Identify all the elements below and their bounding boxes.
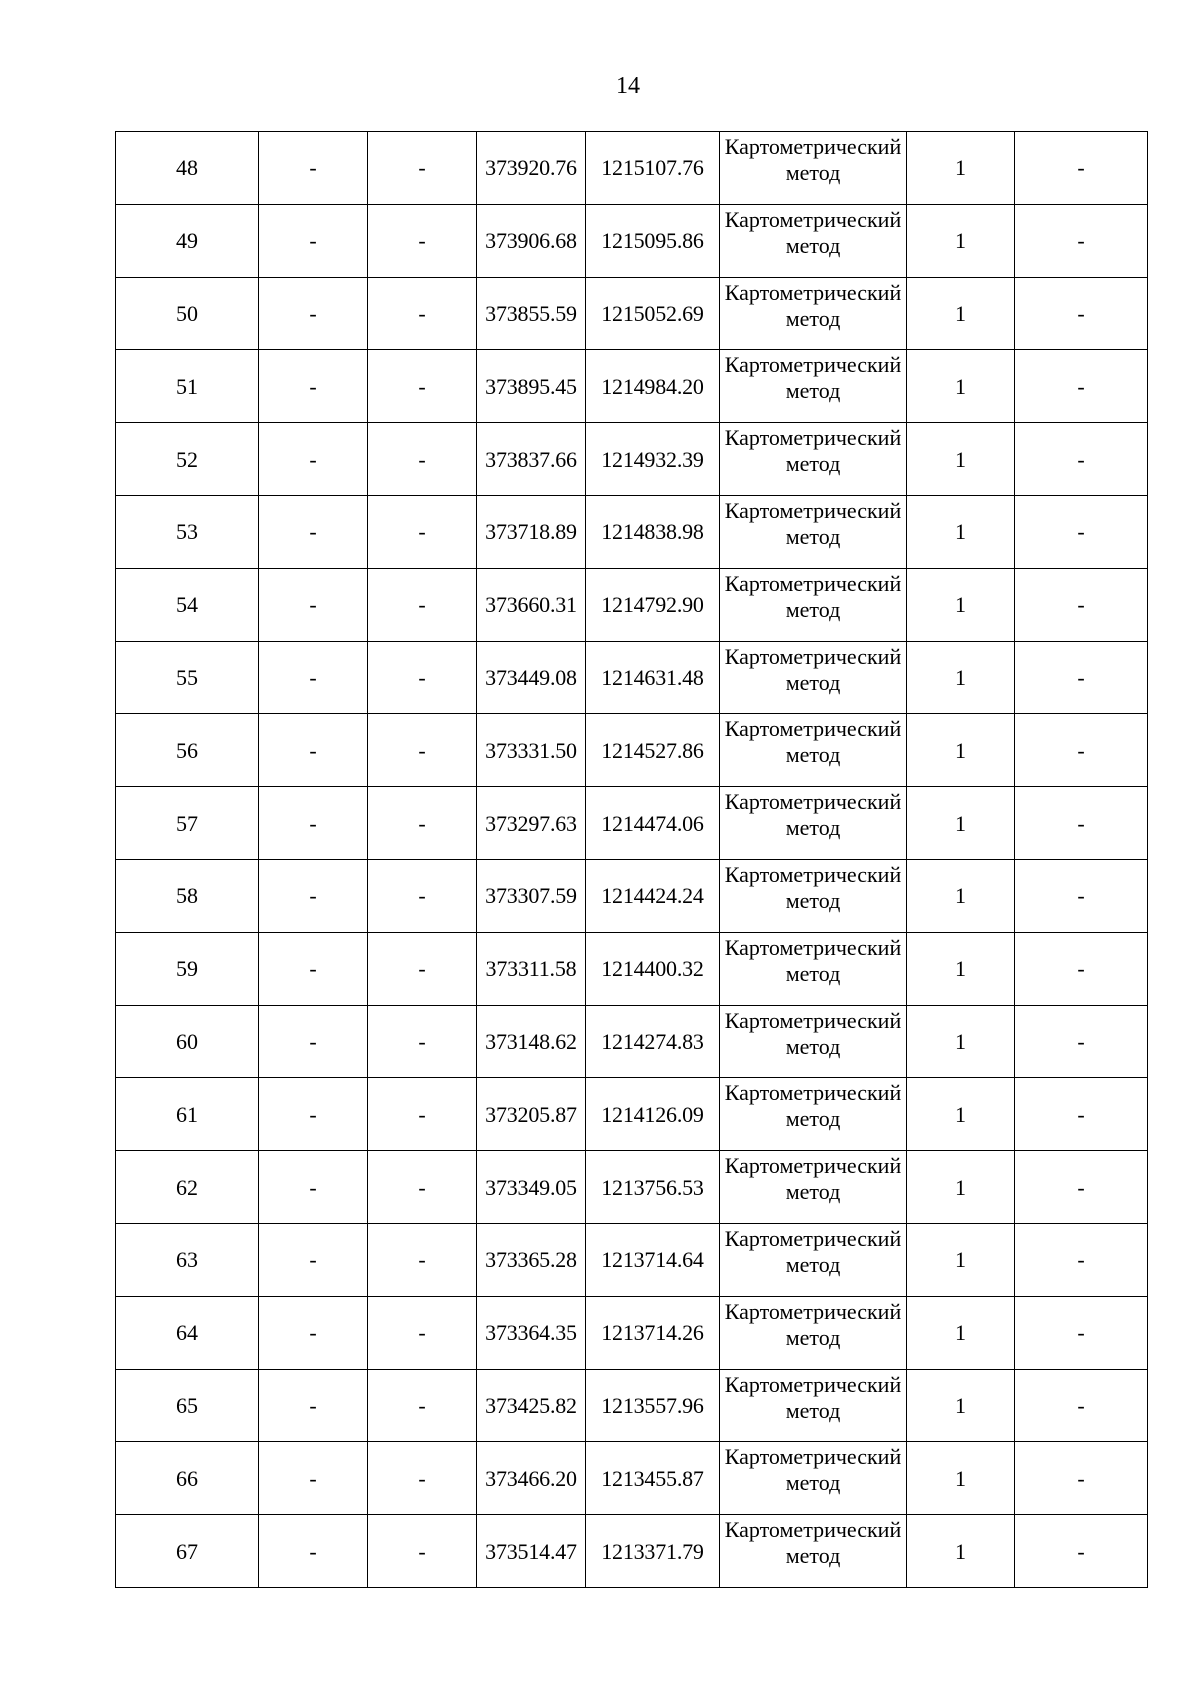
- empty-dash-cell: -: [259, 495, 368, 568]
- empty-dash-cell: -: [368, 495, 477, 568]
- empty-dash-cell: -: [368, 932, 477, 1005]
- description-cell: -: [1015, 204, 1148, 277]
- description-cell: -: [1015, 1442, 1148, 1515]
- method-cell: Картометрический метод: [720, 787, 907, 860]
- empty-dash-cell: -: [368, 204, 477, 277]
- accuracy-cell: 1: [907, 1296, 1015, 1369]
- accuracy-cell: 1: [907, 1005, 1015, 1078]
- accuracy-cell: 1: [907, 1151, 1015, 1224]
- empty-dash-cell: -: [259, 1515, 368, 1588]
- table-body: [116, 132, 1148, 1588]
- table-row: [116, 1151, 1148, 1224]
- description-cell: -: [1015, 1369, 1148, 1442]
- description-cell: -: [1015, 568, 1148, 641]
- point-number-cell: 64: [116, 1296, 259, 1369]
- method-cell: Картометрический метод: [720, 1515, 907, 1588]
- x-coordinate-cell: 373449.08: [477, 641, 586, 714]
- x-coordinate-cell: 373349.05: [477, 1151, 586, 1224]
- method-cell: Картометрический метод: [720, 1223, 907, 1296]
- y-coordinate-cell: 1214527.86: [586, 714, 720, 787]
- description-cell: -: [1015, 932, 1148, 1005]
- empty-dash-cell: -: [368, 1442, 477, 1515]
- point-number-cell: 57: [116, 787, 259, 860]
- accuracy-cell: 1: [907, 495, 1015, 568]
- y-coordinate-cell: 1213455.87: [586, 1442, 720, 1515]
- empty-dash-cell: -: [368, 1223, 477, 1296]
- empty-dash-cell: -: [368, 1078, 477, 1151]
- description-cell: -: [1015, 423, 1148, 496]
- accuracy-cell: 1: [907, 932, 1015, 1005]
- x-coordinate-cell: 373855.59: [477, 277, 586, 350]
- empty-dash-cell: -: [259, 204, 368, 277]
- y-coordinate-cell: 1215052.69: [586, 277, 720, 350]
- empty-dash-cell: -: [259, 132, 368, 205]
- point-number-cell: 60: [116, 1005, 259, 1078]
- y-coordinate-cell: 1214984.20: [586, 350, 720, 423]
- empty-dash-cell: -: [259, 1369, 368, 1442]
- accuracy-cell: 1: [907, 1515, 1015, 1588]
- y-coordinate-cell: 1214838.98: [586, 495, 720, 568]
- method-cell: Картометрический метод: [720, 350, 907, 423]
- table-row: [116, 1005, 1148, 1078]
- description-cell: -: [1015, 1296, 1148, 1369]
- y-coordinate-cell: 1213714.26: [586, 1296, 720, 1369]
- method-cell: Картометрический метод: [720, 132, 907, 205]
- empty-dash-cell: -: [368, 568, 477, 641]
- description-cell: -: [1015, 1151, 1148, 1224]
- table-row: [116, 1442, 1148, 1515]
- accuracy-cell: 1: [907, 859, 1015, 932]
- empty-dash-cell: -: [368, 1369, 477, 1442]
- method-cell: Картометрический метод: [720, 1078, 907, 1151]
- empty-dash-cell: -: [368, 1296, 477, 1369]
- accuracy-cell: 1: [907, 1223, 1015, 1296]
- x-coordinate-cell: 373365.28: [477, 1223, 586, 1296]
- empty-dash-cell: -: [368, 350, 477, 423]
- empty-dash-cell: -: [259, 1078, 368, 1151]
- description-cell: -: [1015, 714, 1148, 787]
- description-cell: -: [1015, 1223, 1148, 1296]
- x-coordinate-cell: 373331.50: [477, 714, 586, 787]
- empty-dash-cell: -: [259, 1223, 368, 1296]
- method-cell: Картометрический метод: [720, 714, 907, 787]
- accuracy-cell: 1: [907, 1369, 1015, 1442]
- x-coordinate-cell: 373364.35: [477, 1296, 586, 1369]
- y-coordinate-cell: 1213714.64: [586, 1223, 720, 1296]
- description-cell: -: [1015, 1078, 1148, 1151]
- x-coordinate-cell: 373920.76: [477, 132, 586, 205]
- empty-dash-cell: -: [368, 1515, 477, 1588]
- empty-dash-cell: -: [368, 1005, 477, 1078]
- point-number-cell: 65: [116, 1369, 259, 1442]
- table-row: [116, 277, 1148, 350]
- table-row: [116, 568, 1148, 641]
- table-row: [116, 495, 1148, 568]
- coordinates-table: [115, 131, 1148, 1588]
- description-cell: -: [1015, 787, 1148, 860]
- table-row: [116, 350, 1148, 423]
- point-number-cell: 53: [116, 495, 259, 568]
- point-number-cell: 51: [116, 350, 259, 423]
- y-coordinate-cell: 1213371.79: [586, 1515, 720, 1588]
- y-coordinate-cell: 1214424.24: [586, 859, 720, 932]
- table-row: [116, 1223, 1148, 1296]
- y-coordinate-cell: 1214474.06: [586, 787, 720, 860]
- y-coordinate-cell: 1213557.96: [586, 1369, 720, 1442]
- y-coordinate-cell: 1214274.83: [586, 1005, 720, 1078]
- y-coordinate-cell: 1214126.09: [586, 1078, 720, 1151]
- table-row: [116, 787, 1148, 860]
- accuracy-cell: 1: [907, 1078, 1015, 1151]
- table-row: [116, 714, 1148, 787]
- empty-dash-cell: -: [368, 1151, 477, 1224]
- accuracy-cell: 1: [907, 568, 1015, 641]
- point-number-cell: 52: [116, 423, 259, 496]
- empty-dash-cell: -: [259, 1151, 368, 1224]
- y-coordinate-cell: 1214932.39: [586, 423, 720, 496]
- x-coordinate-cell: 373718.89: [477, 495, 586, 568]
- point-number-cell: 48: [116, 132, 259, 205]
- x-coordinate-cell: 373514.47: [477, 1515, 586, 1588]
- empty-dash-cell: -: [368, 859, 477, 932]
- accuracy-cell: 1: [907, 714, 1015, 787]
- point-number-cell: 61: [116, 1078, 259, 1151]
- x-coordinate-cell: 373307.59: [477, 859, 586, 932]
- description-cell: -: [1015, 132, 1148, 205]
- x-coordinate-cell: 373466.20: [477, 1442, 586, 1515]
- table-row: [116, 641, 1148, 714]
- method-cell: Картометрический метод: [720, 204, 907, 277]
- method-cell: Картометрический метод: [720, 1369, 907, 1442]
- y-coordinate-cell: 1214400.32: [586, 932, 720, 1005]
- point-number-cell: 54: [116, 568, 259, 641]
- table-row: [116, 1515, 1148, 1588]
- description-cell: -: [1015, 277, 1148, 350]
- point-number-cell: 50: [116, 277, 259, 350]
- table-row: [116, 1296, 1148, 1369]
- method-cell: Картометрический метод: [720, 1151, 907, 1224]
- x-coordinate-cell: 373906.68: [477, 204, 586, 277]
- method-cell: Картометрический метод: [720, 423, 907, 496]
- empty-dash-cell: -: [259, 932, 368, 1005]
- empty-dash-cell: -: [368, 787, 477, 860]
- description-cell: -: [1015, 350, 1148, 423]
- empty-dash-cell: -: [259, 714, 368, 787]
- method-cell: Картометрический метод: [720, 1442, 907, 1515]
- point-number-cell: 58: [116, 859, 259, 932]
- method-cell: Картометрический метод: [720, 859, 907, 932]
- y-coordinate-cell: 1214631.48: [586, 641, 720, 714]
- method-cell: Картометрический метод: [720, 277, 907, 350]
- x-coordinate-cell: 373148.62: [477, 1005, 586, 1078]
- point-number-cell: 59: [116, 932, 259, 1005]
- y-coordinate-cell: 1215107.76: [586, 132, 720, 205]
- method-cell: Картометрический метод: [720, 1296, 907, 1369]
- page-number: 14: [616, 73, 640, 99]
- accuracy-cell: 1: [907, 787, 1015, 860]
- empty-dash-cell: -: [259, 277, 368, 350]
- empty-dash-cell: -: [259, 1296, 368, 1369]
- point-number-cell: 55: [116, 641, 259, 714]
- empty-dash-cell: -: [368, 277, 477, 350]
- x-coordinate-cell: 373837.66: [477, 423, 586, 496]
- table-row: [116, 859, 1148, 932]
- x-coordinate-cell: 373660.31: [477, 568, 586, 641]
- table-row: [116, 932, 1148, 1005]
- accuracy-cell: 1: [907, 1442, 1015, 1515]
- description-cell: -: [1015, 495, 1148, 568]
- empty-dash-cell: -: [259, 859, 368, 932]
- x-coordinate-cell: 373895.45: [477, 350, 586, 423]
- point-number-cell: 62: [116, 1151, 259, 1224]
- empty-dash-cell: -: [259, 641, 368, 714]
- method-cell: Картометрический метод: [720, 1005, 907, 1078]
- y-coordinate-cell: 1215095.86: [586, 204, 720, 277]
- table-row: [116, 1078, 1148, 1151]
- empty-dash-cell: -: [368, 641, 477, 714]
- method-cell: Картометрический метод: [720, 932, 907, 1005]
- description-cell: -: [1015, 1005, 1148, 1078]
- x-coordinate-cell: 373205.87: [477, 1078, 586, 1151]
- point-number-cell: 49: [116, 204, 259, 277]
- table-row: [116, 132, 1148, 205]
- y-coordinate-cell: 1213756.53: [586, 1151, 720, 1224]
- point-number-cell: 67: [116, 1515, 259, 1588]
- accuracy-cell: 1: [907, 204, 1015, 277]
- empty-dash-cell: -: [368, 423, 477, 496]
- empty-dash-cell: -: [259, 1005, 368, 1078]
- description-cell: -: [1015, 1515, 1148, 1588]
- accuracy-cell: 1: [907, 423, 1015, 496]
- empty-dash-cell: -: [259, 787, 368, 860]
- point-number-cell: 56: [116, 714, 259, 787]
- table-row: [116, 1369, 1148, 1442]
- empty-dash-cell: -: [368, 714, 477, 787]
- accuracy-cell: 1: [907, 350, 1015, 423]
- table-row: [116, 423, 1148, 496]
- x-coordinate-cell: 373297.63: [477, 787, 586, 860]
- empty-dash-cell: -: [259, 423, 368, 496]
- y-coordinate-cell: 1214792.90: [586, 568, 720, 641]
- method-cell: Картометрический метод: [720, 568, 907, 641]
- description-cell: -: [1015, 641, 1148, 714]
- x-coordinate-cell: 373311.58: [477, 932, 586, 1005]
- point-number-cell: 63: [116, 1223, 259, 1296]
- description-cell: -: [1015, 859, 1148, 932]
- empty-dash-cell: -: [368, 132, 477, 205]
- accuracy-cell: 1: [907, 277, 1015, 350]
- empty-dash-cell: -: [259, 568, 368, 641]
- method-cell: Картометрический метод: [720, 495, 907, 568]
- empty-dash-cell: -: [259, 1442, 368, 1515]
- table-row: [116, 204, 1148, 277]
- accuracy-cell: 1: [907, 132, 1015, 205]
- x-coordinate-cell: 373425.82: [477, 1369, 586, 1442]
- point-number-cell: 66: [116, 1442, 259, 1515]
- accuracy-cell: 1: [907, 641, 1015, 714]
- method-cell: Картометрический метод: [720, 641, 907, 714]
- empty-dash-cell: -: [259, 350, 368, 423]
